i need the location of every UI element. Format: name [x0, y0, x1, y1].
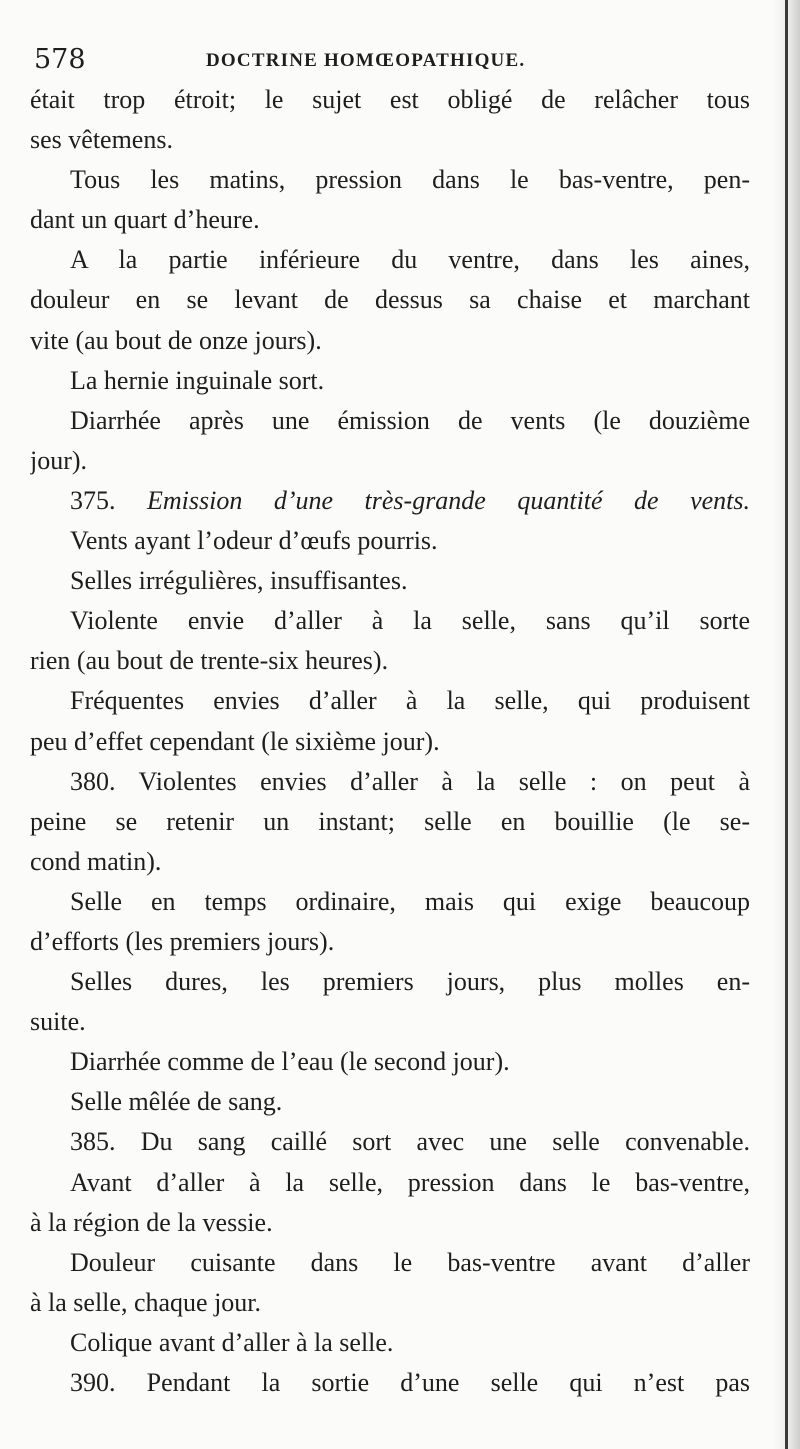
text-line-content: 375.	[70, 485, 147, 515]
text-line	[30, 762, 750, 802]
text-line	[30, 200, 750, 240]
binding-edge	[785, 0, 788, 1449]
text-line	[30, 1042, 750, 1082]
text-line-content: Fréquentes envies d’aller à la selle, qui produisent	[70, 686, 750, 716]
text-line-content: à la selle, chaque jour.	[30, 1287, 262, 1317]
text-line-content: A la partie inférieure du ventre, dans les aines,	[70, 245, 750, 275]
text-line	[30, 1002, 750, 1042]
text-line	[30, 280, 750, 320]
text-line	[30, 1243, 750, 1283]
text-line-content: Selle en temps ordinaire, mais qui exige beaucoup	[70, 886, 750, 916]
text-line	[30, 160, 750, 200]
text-line	[30, 681, 750, 721]
text-line	[30, 641, 750, 681]
text-line-content: d’efforts (les premiers jours).	[30, 926, 335, 956]
text-line-content: à la région de la vessie.	[30, 1207, 273, 1237]
text-line-content: Diarrhée comme de l’eau (le second jour).	[70, 1047, 510, 1077]
text-line-content: Colique avant d’aller à la selle.	[70, 1327, 394, 1357]
text-line-content: Selles irrégulières, insuffisantes.	[70, 566, 408, 596]
text-line	[30, 561, 750, 601]
text-line	[30, 1363, 750, 1403]
section-heading-italic: Emission d’une très-grande quantité de vents.	[147, 485, 750, 515]
text-line	[30, 722, 750, 762]
text-line-content: peine se retenir un instant; selle en bouillie (le se-	[30, 806, 750, 836]
text-line-content: 385. Du sang caillé sort avec une selle convenable.	[70, 1127, 750, 1157]
text-line-content: Selles dures, les premiers jours, plus molles en-	[70, 967, 750, 997]
text-line-content: Douleur cuisante dans le bas-ventre avant d’aller	[70, 1247, 750, 1277]
text-line	[30, 321, 750, 361]
text-line	[30, 882, 750, 922]
text-line	[30, 1323, 750, 1363]
body-text	[30, 80, 750, 1403]
text-line-content: peu d’effet cependant (le sixième jour).	[30, 726, 440, 756]
text-line-content: 390. Pendant la sortie d’une selle qui n’est pas	[70, 1368, 750, 1397]
text-line-content: La hernie inguinale sort.	[70, 365, 325, 395]
text-line-content: Diarrhée après une émission de vents (le douzième	[70, 405, 750, 435]
text-line-content: dant un quart d’heure.	[30, 205, 260, 235]
text-line-content: Tous les matins, pression dans le bas-ventre, pen-	[70, 165, 750, 195]
text-line-content: rien (au bout de trente-six heures).	[30, 646, 389, 676]
text-line-content: 380. Violentes envies d’aller à la selle : on peut à	[70, 766, 750, 796]
text-line-content: Vents ayant l’odeur d’œufs pourris.	[70, 526, 438, 556]
text-line	[30, 80, 750, 120]
text-line	[30, 842, 750, 882]
text-line	[30, 481, 750, 521]
text-line	[30, 1163, 750, 1203]
text-line	[30, 962, 750, 1002]
text-line	[30, 922, 750, 962]
running-header	[34, 42, 744, 78]
text-line	[30, 601, 750, 641]
text-line	[30, 1203, 750, 1243]
text-line	[30, 521, 750, 561]
text-line	[30, 1283, 750, 1323]
text-line-content: Selle mêlée de sang.	[70, 1087, 283, 1117]
text-line	[30, 401, 750, 441]
text-line-content: ses vêtemens.	[30, 125, 173, 155]
text-line	[30, 120, 750, 160]
text-line-content: vite (au bout de onze jours).	[30, 325, 322, 355]
text-line	[30, 1082, 750, 1122]
text-line	[30, 361, 750, 401]
text-line	[30, 802, 750, 842]
text-line-content: douleur en se levant de dessus sa chaise et marchant	[30, 285, 750, 315]
text-line-content: était trop étroit; le sujet est obligé de relâcher tous	[30, 85, 750, 114]
text-line	[30, 1122, 750, 1162]
text-line-content: suite.	[30, 1007, 86, 1037]
text-line	[30, 240, 750, 280]
text-line-content: jour).	[30, 445, 88, 475]
text-line-content: cond matin).	[30, 846, 162, 876]
text-line	[30, 441, 750, 481]
text-line-content: Violente envie d’aller à la selle, sans qu’il sorte	[70, 606, 750, 636]
page-number: 578	[34, 44, 86, 75]
text-line-content: Avant d’aller à la selle, pression dans le bas-ventre,	[70, 1167, 750, 1197]
running-title: DOCTRINE HOMŒOPATHIQUE.	[206, 50, 526, 71]
